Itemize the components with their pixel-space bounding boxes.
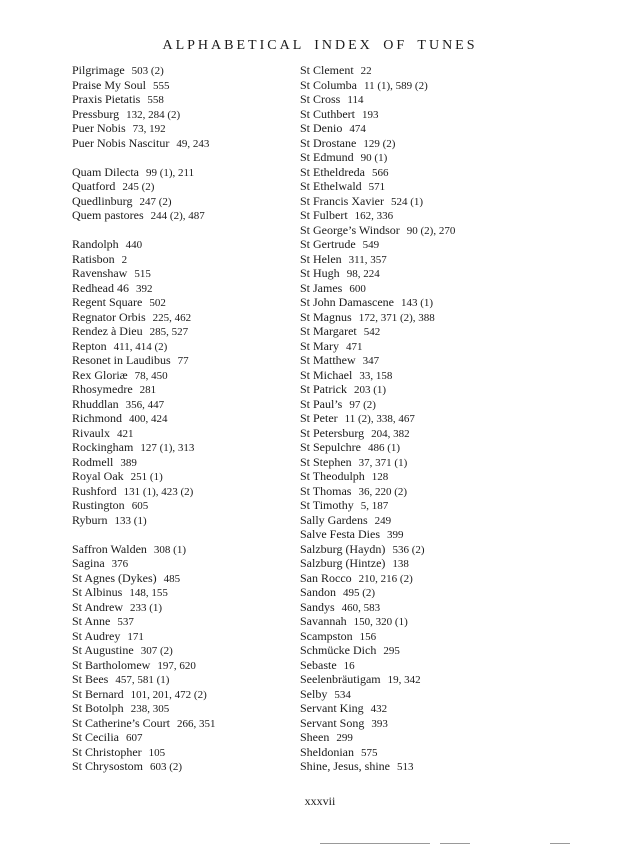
index-entry	[300, 223, 600, 238]
hymn-references: 245 (2)	[122, 181, 155, 193]
tune-name: Quedlinburg	[72, 193, 133, 208]
tune-name: St Margaret	[300, 324, 357, 338]
index-entry	[72, 440, 292, 455]
hymn-references: 549	[362, 239, 380, 251]
hymn-references: 98, 224	[346, 268, 380, 280]
hymn-references: 16	[343, 659, 355, 672]
index-entry	[300, 745, 600, 760]
hymn-references: 400, 424	[129, 413, 168, 425]
tune-name: Rendez à Dieu	[72, 324, 143, 338]
index-entry	[72, 513, 292, 528]
index-entry	[72, 252, 292, 267]
hymn-references: 534	[334, 688, 351, 701]
hymn-references: 566	[371, 166, 389, 179]
hymn-references: 90 (1)	[360, 152, 388, 164]
tune-name: Rockingham	[72, 440, 134, 454]
tune-name: St Drostane	[300, 135, 357, 150]
tune-name: Ravenshaw	[72, 266, 128, 280]
index-entry	[72, 179, 292, 194]
index-entry	[300, 716, 600, 731]
tune-name: Salve Festa Dies	[300, 527, 380, 541]
index-entry	[300, 266, 600, 281]
tune-name: St Stephen	[300, 454, 352, 469]
hymn-references: 356, 447	[125, 398, 165, 411]
tune-name: Richmond	[72, 411, 122, 425]
index-entry	[72, 310, 292, 325]
index-entry	[72, 745, 292, 760]
index-entry	[72, 672, 292, 687]
tune-name: St Gertrude	[300, 237, 356, 251]
index-entry	[300, 150, 600, 165]
index-entry	[72, 498, 292, 513]
index-entry	[300, 469, 600, 484]
tune-name: St Timothy	[300, 498, 354, 512]
tune-name: Rivaulx	[72, 425, 110, 440]
index-entry	[300, 484, 600, 499]
index-entry	[72, 78, 292, 93]
index-gap	[72, 150, 292, 165]
hymn-references: 603 (2)	[150, 761, 183, 773]
hymn-references: 138	[392, 558, 409, 570]
page-number: xxxvii	[304, 794, 336, 808]
index-entry	[72, 324, 292, 339]
hymn-references: 571	[368, 181, 386, 193]
tune-name: St Cuthbert	[300, 106, 356, 121]
hymn-references: 460, 583	[341, 601, 381, 614]
index-entry	[72, 484, 292, 499]
tune-name: St Thomas	[300, 483, 352, 498]
hymn-references: 78, 450	[134, 369, 168, 382]
index-entry	[72, 165, 292, 180]
tune-name: Sheldonian	[300, 744, 354, 759]
tune-name: St Francis Xavier	[300, 193, 384, 208]
index-entry	[72, 107, 292, 122]
hymn-references: 432	[370, 703, 388, 715]
hymn-references: 281	[139, 384, 157, 396]
index-entry	[72, 629, 292, 644]
index-entry	[72, 614, 292, 629]
index-gap	[72, 223, 292, 238]
tune-name: St Petersburg	[300, 425, 365, 440]
tune-name: St Sepulchre	[300, 440, 361, 454]
index-entry	[300, 237, 600, 252]
hymn-references: 99 (1), 211	[145, 166, 195, 179]
hymn-references: 37, 371 (1)	[358, 456, 408, 469]
tune-name: Praise My Soul	[72, 77, 147, 92]
index-entry	[72, 759, 292, 774]
hymn-references: 247 (2)	[139, 195, 172, 208]
tune-name: St Audrey	[72, 628, 121, 643]
tune-name: St Chrysostom	[72, 759, 144, 773]
tune-name: St Ethelwald	[300, 179, 362, 193]
tune-name: Sagina	[72, 556, 105, 570]
hymn-references: 308 (1)	[153, 543, 186, 556]
index-entry	[72, 455, 292, 470]
tune-name: Rushford	[72, 483, 117, 498]
hymn-references: 299	[336, 732, 353, 744]
tune-name: St Agnes (Dykes)	[72, 570, 157, 585]
tune-name: Regnator Orbis	[72, 309, 146, 324]
index-entry	[300, 281, 600, 296]
tune-name: St John Damascene	[300, 295, 394, 309]
tune-name: Selby	[300, 686, 328, 701]
tune-name: St Catherine’s Court	[72, 715, 170, 730]
tune-name: St Theodulph	[300, 469, 365, 483]
tune-name: Quam Dilecta	[72, 164, 139, 179]
tune-name: Sheen	[300, 730, 330, 744]
tune-name: Saffron Walden	[72, 541, 147, 556]
index-entry	[72, 643, 292, 658]
tune-name: St Augustine	[72, 643, 134, 657]
index-entry	[300, 324, 600, 339]
hymn-references: 238, 305	[130, 703, 170, 715]
index-entry	[300, 368, 600, 383]
index-entry	[72, 585, 292, 600]
index-entry	[72, 121, 292, 136]
hymn-references: 457, 581 (1)	[115, 674, 170, 686]
index-entry	[300, 194, 600, 209]
index-entry	[72, 571, 292, 586]
tune-name: Salzburg (Haydn)	[300, 541, 386, 556]
scan-rule	[320, 843, 430, 844]
tune-name: Puer Nobis Nascitur	[72, 135, 170, 150]
tune-name: St Fulbert	[300, 208, 348, 222]
tune-name: Resonet in Laudibus	[72, 353, 171, 367]
index-entry	[300, 513, 600, 528]
hymn-references: 485	[163, 572, 181, 585]
tune-name: Rustington	[72, 498, 125, 512]
index-entry	[300, 759, 600, 774]
tune-name: Rhosymedre	[72, 382, 133, 396]
hymn-references: 503 (2)	[131, 65, 164, 77]
index-entry	[72, 469, 292, 484]
hymn-references: 486 (1)	[368, 442, 401, 454]
hymn-references: 537	[117, 616, 134, 628]
hymn-references: 376	[111, 558, 129, 570]
hymn-references: 307 (2)	[140, 645, 173, 657]
index-entry	[72, 411, 292, 426]
index-entry	[300, 730, 600, 745]
scan-rule	[440, 843, 470, 844]
index-entry	[72, 281, 292, 296]
hymn-references: 129 (2)	[363, 137, 396, 150]
tune-name: Repton	[72, 338, 107, 353]
index-entry	[300, 498, 600, 513]
index-column-left	[72, 63, 292, 774]
tune-name: Pressburg	[72, 106, 120, 121]
hymn-references: 105	[148, 746, 166, 759]
hymn-references: 36, 220 (2)	[358, 485, 408, 498]
hymn-references: 197, 620	[157, 659, 196, 672]
tune-name: Pilgrimage	[72, 63, 125, 77]
index-entry	[300, 252, 600, 267]
index-entry	[72, 382, 292, 397]
index-entry	[72, 368, 292, 383]
hymn-references: 575	[361, 746, 378, 759]
hymn-references: 97 (2)	[349, 398, 376, 411]
tune-name: St Patrick	[300, 382, 347, 396]
tune-name: Servant King	[300, 701, 364, 715]
tune-name: Sebaste	[300, 657, 337, 672]
hymn-references: 132, 284 (2)	[126, 108, 181, 121]
hymn-references: 249	[374, 514, 392, 527]
index-entry	[300, 339, 600, 354]
index-entry	[72, 658, 292, 673]
index-entry	[300, 92, 600, 107]
tune-name: St Mary	[300, 338, 339, 353]
index-entry	[72, 701, 292, 716]
hymn-references: 203 (1)	[354, 384, 387, 396]
index-entry	[300, 658, 600, 673]
hymn-references: 411, 414 (2)	[113, 340, 168, 353]
index-entry	[72, 426, 292, 441]
hymn-references: 162, 336	[354, 210, 394, 222]
hymn-references: 73, 192	[132, 123, 166, 135]
index-entry	[72, 556, 292, 571]
hymn-references: 204, 382	[371, 427, 410, 440]
hymn-references: 393	[371, 717, 388, 730]
index-entry	[72, 63, 292, 78]
index-entry	[300, 78, 600, 93]
tune-name: St Cross	[300, 92, 341, 106]
tune-name: Royal Oak	[72, 469, 124, 483]
index-entry	[300, 382, 600, 397]
index-entry	[300, 585, 600, 600]
index-entry	[72, 542, 292, 557]
index-entry	[300, 353, 600, 368]
hymn-references: 210, 216 (2)	[358, 572, 413, 585]
index-column-right	[300, 63, 600, 774]
hymn-references: 347	[362, 355, 380, 367]
index-entry	[300, 179, 600, 194]
index-entry	[72, 339, 292, 354]
index-entry	[300, 600, 600, 615]
hymn-references: 225, 462	[152, 311, 192, 324]
hymn-references: 524 (1)	[390, 195, 424, 208]
tune-name: St Albinus	[72, 585, 123, 599]
index-entry	[72, 716, 292, 731]
index-entry	[300, 165, 600, 180]
hymn-references: 233 (1)	[130, 601, 163, 614]
hymn-references: 389	[120, 456, 137, 469]
index-entry	[72, 136, 292, 151]
hymn-references: 33, 158	[359, 369, 393, 382]
hymn-references: 101, 201, 472 (2)	[130, 688, 207, 701]
index-entry	[300, 542, 600, 557]
hymn-references: 471	[346, 340, 363, 353]
tune-name: St Bernard	[72, 686, 124, 701]
hymn-references: 558	[147, 94, 164, 106]
hymn-references: 495 (2)	[343, 587, 376, 599]
hymn-references: 172, 371 (2), 388	[358, 311, 435, 324]
index-entry	[72, 295, 292, 310]
tune-name: St Bartholomew	[72, 657, 151, 672]
hymn-references: 399	[387, 529, 404, 541]
tune-name: St Botolph	[72, 701, 124, 715]
tune-name: St Etheldreda	[300, 164, 365, 179]
hymn-references: 607	[126, 732, 143, 744]
index-entry	[300, 687, 600, 702]
index-entry	[300, 614, 600, 629]
tune-name: Quatford	[72, 179, 116, 193]
tune-name: St Columba	[300, 77, 358, 92]
tune-name: Sandon	[300, 585, 336, 599]
tune-name: St Clement	[300, 63, 354, 77]
index-entry	[72, 92, 292, 107]
tune-name: Sally Gardens	[300, 512, 368, 527]
hymn-references: 311, 357	[348, 253, 387, 266]
tune-name: St James	[300, 280, 343, 295]
hymn-references: 251 (1)	[130, 471, 163, 483]
tune-name: Randolph	[72, 237, 119, 251]
tune-name: St George’s Windsor	[300, 222, 400, 237]
index-entry	[300, 136, 600, 151]
index-entry	[300, 397, 600, 412]
page-title: ALPHABETICAL INDEX OF TUNES	[162, 38, 478, 53]
index-entry	[72, 730, 292, 745]
tune-name: Redhead 46	[72, 280, 129, 295]
hymn-references: 22	[360, 65, 372, 77]
hymn-references: 555	[153, 79, 170, 92]
index-entry	[300, 63, 600, 78]
index-entry	[72, 208, 292, 223]
tune-name: Sandys	[300, 599, 335, 614]
tune-name: Shine, Jesus, shine	[300, 759, 390, 773]
hymn-references: 114	[347, 94, 364, 106]
hymn-references: 392	[135, 282, 153, 295]
index-entry	[72, 687, 292, 702]
hymn-references: 5, 187	[360, 500, 389, 512]
hymn-references: 11 (2), 338, 467	[344, 413, 415, 425]
hymn-references: 542	[363, 326, 381, 338]
tune-name: Quem pastores	[72, 208, 144, 222]
tune-name: St Christopher	[72, 744, 142, 759]
tune-name: St Hugh	[300, 266, 340, 280]
hymn-references: 128	[371, 471, 389, 483]
index-entry	[300, 643, 600, 658]
hymn-references: 536 (2)	[392, 543, 425, 556]
index-entry	[72, 397, 292, 412]
hymn-references: 11 (1), 589 (2)	[364, 79, 428, 92]
tune-name: Rodmell	[72, 454, 114, 469]
index-entry	[300, 527, 600, 542]
hymn-references: 150, 320 (1)	[353, 616, 408, 628]
index-entry	[300, 411, 600, 426]
tune-name: Regent Square	[72, 295, 143, 309]
index-entry	[72, 353, 292, 368]
tune-name: St Andrew	[72, 599, 123, 614]
hymn-references: 156	[359, 630, 377, 643]
hymn-references: 193	[362, 108, 379, 121]
tune-name: Ryburn	[72, 512, 108, 527]
tune-name: Seelenbräutigam	[300, 672, 381, 686]
tune-name: Rex Gloriæ	[72, 367, 128, 382]
index-entry	[300, 556, 600, 571]
hymn-references: 421	[117, 427, 134, 440]
hymn-references: 474	[349, 123, 366, 135]
index-entry	[300, 672, 600, 687]
index-entry	[300, 701, 600, 716]
hymn-references: 90 (2), 270	[406, 224, 456, 237]
hymn-references: 148, 155	[129, 587, 168, 599]
hymn-references: 295	[383, 645, 400, 657]
hymn-references: 244 (2), 487	[150, 210, 205, 222]
hymn-references: 440	[125, 239, 143, 251]
index-entry	[300, 310, 600, 325]
tune-name: St Paul’s	[300, 396, 343, 411]
index-entry	[300, 121, 600, 136]
tune-name: St Helen	[300, 251, 342, 266]
hymn-references: 131 (1), 423 (2)	[123, 485, 194, 498]
hymn-references: 171	[127, 630, 144, 643]
index-entry	[72, 266, 292, 281]
hymn-references: 133 (1)	[114, 514, 147, 527]
index-entry	[300, 571, 600, 586]
tune-name: St Anne	[72, 614, 111, 628]
tune-name: St Cecilia	[72, 730, 119, 744]
index-entry	[72, 600, 292, 615]
tune-name: St Peter	[300, 411, 338, 425]
index-entry	[300, 208, 600, 223]
index-entry	[300, 629, 600, 644]
tune-name: Praxis Pietatis	[72, 92, 141, 106]
hymn-references: 19, 342	[387, 674, 421, 686]
tune-name: Rhuddlan	[72, 396, 119, 411]
tune-name: St Matthew	[300, 353, 356, 367]
tune-name: Salzburg (Hintze)	[300, 556, 386, 570]
index-entry	[300, 107, 600, 122]
tune-name: St Bees	[72, 672, 109, 686]
index-entry	[300, 426, 600, 441]
index-entry	[300, 455, 600, 470]
tune-name: St Michael	[300, 367, 353, 382]
hymn-references: 77	[177, 355, 189, 367]
tune-name: Schmücke Dich	[300, 643, 377, 657]
tune-name: Scampston	[300, 628, 353, 643]
hymn-references: 49, 243	[176, 137, 210, 150]
hymn-references: 515	[134, 268, 151, 280]
index-entry	[300, 295, 600, 310]
index-entry	[72, 194, 292, 209]
hymn-references: 605	[131, 500, 149, 512]
hymn-references: 502	[149, 297, 166, 309]
tune-name: St Edmund	[300, 150, 354, 164]
hymn-references: 127 (1), 313	[140, 442, 195, 454]
scan-rule	[550, 843, 570, 844]
tune-name: Servant Song	[300, 715, 365, 730]
hymn-references: 2	[121, 253, 128, 266]
tune-name: St Denio	[300, 121, 343, 135]
tune-name: St Magnus	[300, 309, 352, 324]
tune-name: Savannah	[300, 614, 347, 628]
hymn-references: 285, 527	[149, 326, 189, 338]
tune-name: Puer Nobis	[72, 121, 126, 135]
index-entry	[300, 440, 600, 455]
tune-name: San Rocco	[300, 570, 352, 585]
hymn-references: 266, 351	[177, 717, 216, 730]
hymn-references: 600	[349, 282, 366, 295]
hymn-references: 513	[397, 761, 414, 773]
index-entry	[72, 237, 292, 252]
tune-name: Ratisbon	[72, 251, 115, 266]
index-gap	[72, 527, 292, 542]
hymn-references: 143 (1)	[400, 297, 434, 309]
